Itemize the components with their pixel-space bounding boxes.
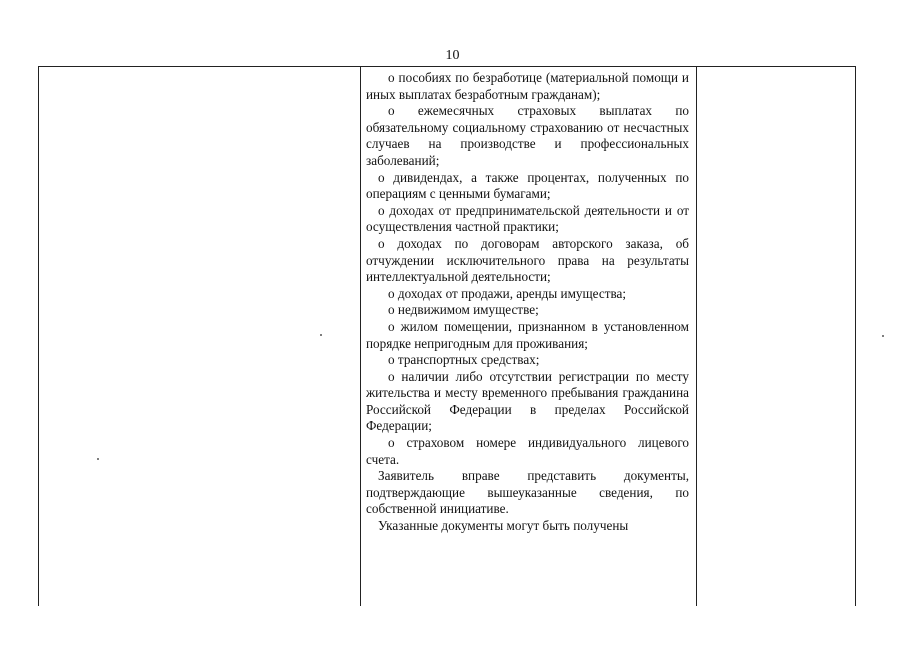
table-cell-middle	[366, 70, 689, 535]
table-border-left	[38, 66, 39, 606]
paragraph-business-income: о доходах от предпринимательской деятельности и от осуществления частной практики;	[366, 202, 689, 235]
paragraph-insurance-payments: о ежемесячных страховых выплатах по обязательному социальному страхованию от несчастных случаев на производстве и профессиональных заболеваний;	[366, 103, 689, 168]
scan-speck	[320, 334, 322, 336]
page-number: 10	[445, 48, 460, 63]
scan-speck	[97, 458, 99, 460]
paragraph-vehicles: о транспортных средствах;	[388, 352, 540, 368]
column-divider-2	[696, 66, 697, 606]
paragraph-unemployment-benefits: о пособиях по безработице (материальной помощи и иных выплатах безработным гражданам);	[366, 70, 689, 102]
scan-speck	[882, 335, 884, 337]
paragraph-unfit-housing: о жилом помещении, признанном в установленном порядке непригодным для проживания;	[366, 318, 689, 351]
paragraph-documents-obtained: Указанные документы могут быть получены	[378, 518, 629, 534]
paragraph-real-estate: о недвижимом имуществе;	[388, 302, 539, 318]
paragraph-property-sale-income: о доходах от продажи, аренды имущества;	[388, 285, 627, 301]
paragraph-dividends: о дивидендах, а также процентах, полученных по операциям с ценными бумагами;	[366, 169, 689, 202]
column-divider-1	[360, 66, 361, 606]
table-border-right	[855, 66, 856, 606]
paragraph-insurance-number: о страховом номере индивидуального лицевого счета.	[366, 435, 689, 467]
paragraph-applicant-initiative: Заявитель вправе представить документы, подтверждающие вышеуказанные сведения, по собственной инициативе.	[366, 468, 689, 517]
paragraph-copyright-income: о доходах по договорам авторского заказа, об отчуждении исключительного права на результаты интеллектуальной деятельности;	[366, 235, 689, 285]
paragraph-registration: о наличии либо отсутствии регистрации по месту жительства и месту временного пребывания гражданина Российской Федерации в пределах Российской Федерации;	[366, 368, 689, 434]
